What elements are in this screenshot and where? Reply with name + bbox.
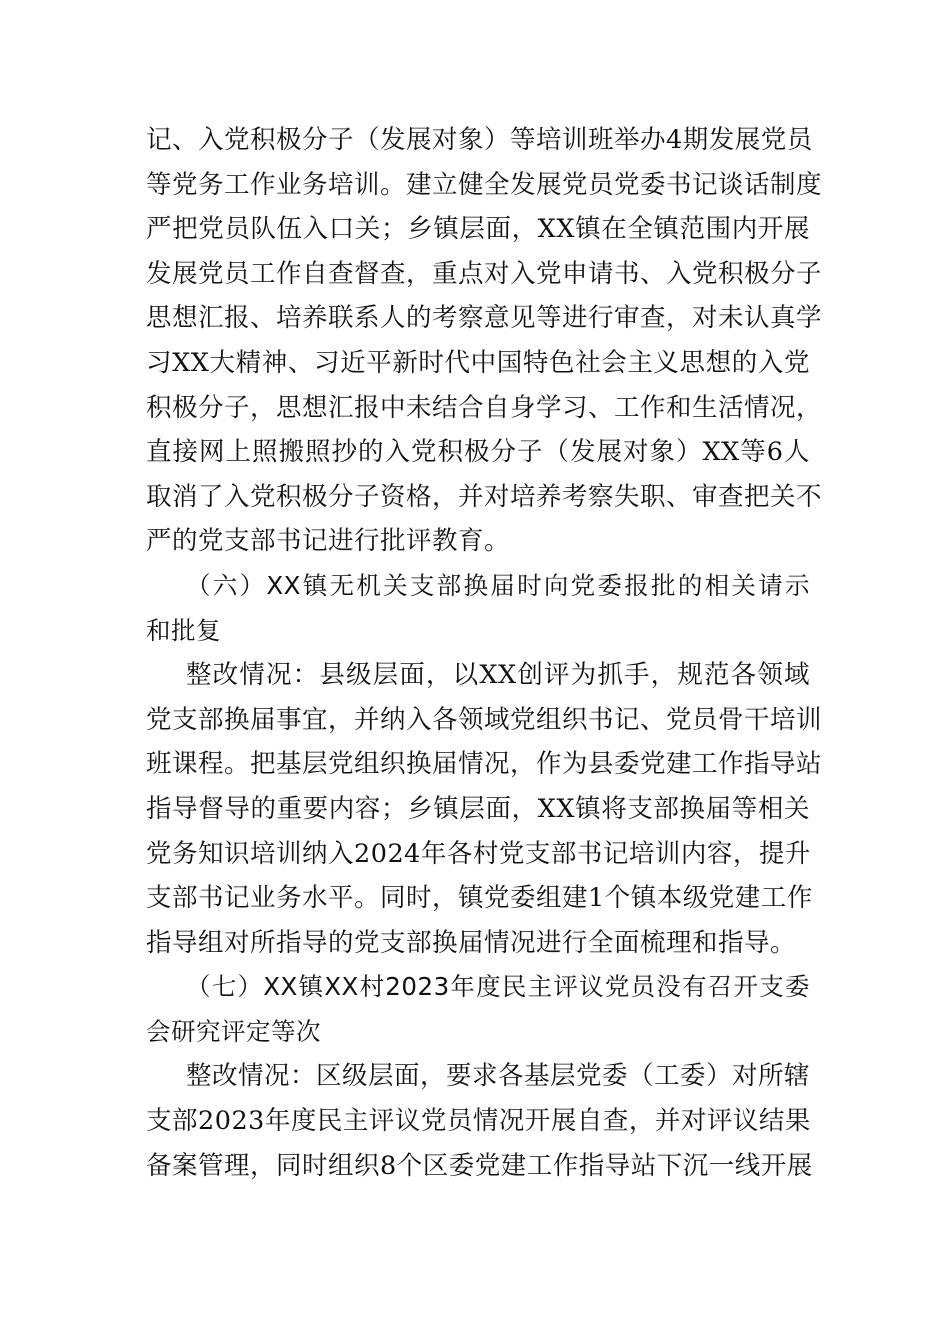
text-line: 整改情况：区级层面，要求各基层党委（工委）对所辖	[186, 1061, 811, 1092]
document-body	[146, 118, 823, 1188]
text-line: 积极分子，思想汇报中未结合自身学习、工作和生活情况，	[146, 392, 823, 423]
text-line: 支部2023年度民主评议党员情况开展自查，并对评议结果	[146, 1106, 811, 1137]
section-heading-six	[146, 564, 810, 653]
section-heading-seven	[146, 965, 810, 1054]
text-line: 党支部换届事宜，并纳入各领域党组织书记、党员骨干培训	[146, 704, 823, 735]
text-line: 整改情况：县级层面，以XX创评为抓手，规范各领域	[186, 660, 810, 691]
heading-line: 和批复	[146, 615, 221, 645]
heading-line: （七）XX镇XX村2023年度民主评议党员没有召开支委	[186, 972, 810, 1002]
text-line: 党务知识培训纳入2024年各村党支部书记培训内容，提升	[146, 838, 811, 869]
paragraph-rectification-seven	[146, 1054, 813, 1188]
heading-line: 会研究评定等次	[146, 1016, 321, 1046]
text-line: 备案管理，同时组织8个区委党建工作指导站下沉一线开展	[146, 1150, 813, 1181]
text-line: 严的党支部书记进行批评教育。	[146, 526, 511, 557]
text-line: 发展党员工作自查督查，重点对入党申请书、入党积极分子	[146, 258, 823, 289]
text-line: 班课程。把基层党组织换届情况，作为县委党建工作指导站	[146, 749, 823, 780]
text-line: 习XX大精神、习近平新时代中国特色社会主义思想的入党	[146, 347, 810, 378]
text-line: 指导组对所指导的党支部换届情况进行全面梳理和指导。	[146, 927, 797, 958]
paragraph-rectification-six	[146, 653, 823, 965]
text-line: 记、入党积极分子（发展对象）等培训班举办4期发展党员	[146, 125, 813, 155]
text-line: 直接网上照搬照抄的入党积极分子（发展对象）XX等6人	[146, 437, 810, 468]
paragraph-party-member-development	[146, 118, 823, 564]
text-line: 思想汇报、培养联系人的考察意见等进行审查，对未认真学	[146, 303, 823, 334]
text-line: 支部书记业务水平。同时，镇党委组建1个镇本级党建工作	[146, 883, 813, 914]
text-line: 取消了入党积极分子资格，并对培养考察失职、审查把关不	[146, 481, 823, 512]
text-line: 严把党员队伍入口关；乡镇层面，XX镇在全镇范围内开展	[146, 214, 810, 245]
text-line: 指导督导的重要内容；乡镇层面，XX镇将支部换届等相关	[146, 793, 810, 824]
heading-line: （六）XX镇无机关支部换届时向党委报批的相关请示	[186, 570, 810, 600]
text-line: 等党务工作业务培训。建立健全发展党员党委书记谈话制度	[146, 169, 823, 200]
